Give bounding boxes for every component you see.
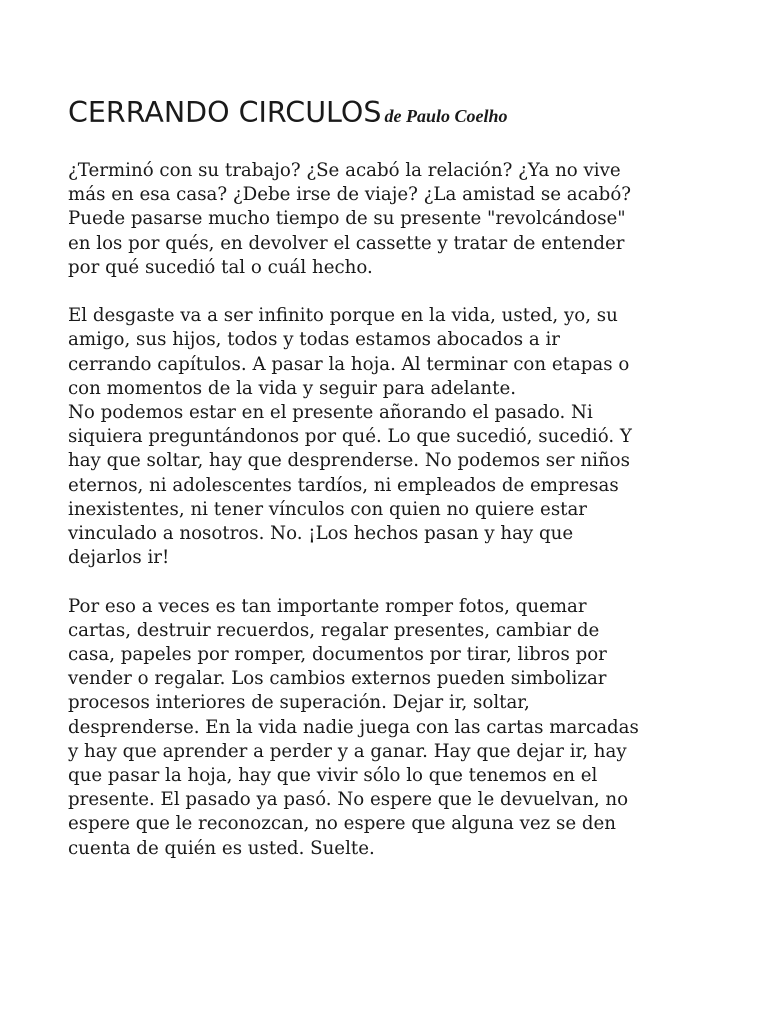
paragraph-line: ¿Terminó con su trabajo? ¿Se acabó la relación? ¿Ya no vive: [68, 160, 621, 181]
paragraph-line: vender o regalar. Los cambios externos pueden simbolizar: [68, 668, 607, 690]
paragraph-1: [68, 159, 708, 280]
paragraph-line: en los por qués, en devolver el cassette y tratar de entender: [68, 232, 625, 254]
paragraph-line: inexistentes, ni tener vínculos con quien no quiere estar: [68, 498, 588, 520]
paragraph-line: vinculado a nosotros. No. ¡Los hechos pasan y hay que: [68, 523, 574, 545]
document-author: de Paulo Coelho: [384, 106, 508, 126]
paragraph-line: y hay que aprender a perder y a ganar. Hay que dejar ir, hay: [68, 740, 627, 762]
paragraph-line: más en esa casa? ¿Debe irse de viaje? ¿La amistad se acabó?: [68, 184, 632, 206]
paragraph-line: El desgaste va a ser infinito porque en la vida, usted, yo, su: [68, 305, 618, 327]
paragraph-line: hay que soltar, hay que desprenderse. No podemos ser niños: [68, 450, 630, 472]
paragraph-line: siquiera preguntándonos por qué. Lo que sucedió, sucedió. Y: [68, 426, 632, 448]
document-title: CERRANDO CIRCULOS: [68, 96, 382, 129]
paragraph-line: cerrando capítulos. A pasar la hoja. Al terminar con etapas o: [68, 353, 630, 375]
paragraph-line: Por eso a veces es tan importante romper fotos, quemar: [68, 595, 587, 617]
document-page: [68, 92, 708, 861]
document-heading: [68, 92, 708, 135]
paragraph-line: casa, papeles por romper, documentos por tirar, libros por: [68, 644, 607, 666]
paragraph-line: espere que le reconozcan, no espere que alguna vez se den: [68, 813, 616, 835]
paragraph-line: cuenta de quién es usted. Suelte.: [68, 837, 375, 859]
paragraph-3: [68, 595, 708, 861]
paragraph-line: eternos, ni adolescentes tardíos, ni empleados de empresas: [68, 474, 619, 496]
paragraph-line: Puede pasarse mucho tiempo de su presente "revolcándose": [68, 208, 626, 230]
paragraph-spacer: [68, 280, 708, 304]
paragraph-2: [68, 304, 708, 570]
paragraph-line: con momentos de la vida y seguir para adelante.: [68, 377, 516, 399]
paragraph-line: por qué sucedió tal o cuál hecho.: [68, 256, 373, 278]
paragraph-line: dejarlos ir!: [68, 547, 170, 569]
paragraph-line: No podemos estar en el presente añorando el pasado. Ni: [68, 402, 593, 424]
paragraph-line: amigo, sus hijos, todos y todas estamos abocados a ir: [68, 329, 560, 351]
paragraph-line: cartas, destruir recuerdos, regalar presentes, cambiar de: [68, 619, 600, 641]
paragraph-line: desprenderse. En la vida nadie juega con las cartas marcadas: [68, 716, 639, 738]
paragraph-line: procesos interiores de superación. Dejar ir, soltar,: [68, 692, 530, 714]
paragraph-line: presente. El pasado ya pasó. No espere que le devuelvan, no: [68, 789, 629, 811]
paragraph-line: que pasar la hoja, hay que vivir sólo lo que tenemos en el: [68, 765, 598, 787]
paragraph-spacer: [68, 570, 708, 594]
